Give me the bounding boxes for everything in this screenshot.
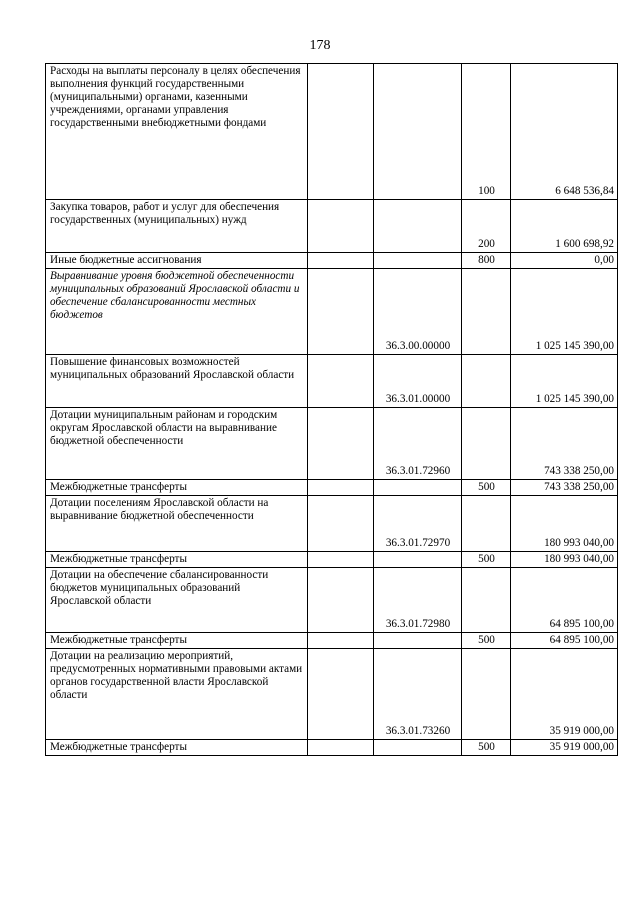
row-amount-cell: 743 338 250,00	[511, 480, 618, 496]
row-type-cell: 500	[462, 740, 511, 756]
row-name-cell: Межбюджетные трансферты	[46, 552, 308, 568]
row-name-cell: Дотации на обеспечение сбалансированности бюджетов муниципальных образований Ярославской области	[46, 568, 308, 633]
row-name-cell: Иные бюджетные ассигнования	[46, 253, 308, 269]
row-amount-cell: 1 600 698,92	[511, 200, 618, 253]
row-blank-cell	[308, 355, 374, 408]
row-type-cell	[462, 496, 511, 552]
page-number: 178	[309, 38, 331, 53]
row-amount-cell: 64 895 100,00	[511, 568, 618, 633]
row-amount-cell: 180 993 040,00	[511, 496, 618, 552]
row-name-cell: Дотации муниципальным районам и городским округам Ярославской области на выравнивание бюджетной обеспеченности	[46, 408, 308, 480]
row-blank-cell	[308, 552, 374, 568]
row-name-cell: Межбюджетные трансферты	[46, 480, 308, 496]
row-amount-cell: 35 919 000,00	[511, 649, 618, 740]
row-type-cell: 500	[462, 633, 511, 649]
row-type-cell	[462, 568, 511, 633]
table-row	[46, 649, 618, 740]
row-amount-cell: 180 993 040,00	[511, 552, 618, 568]
row-code-cell: 36.3.01.72980	[374, 568, 462, 633]
row-code-cell: 36.3.01.00000	[374, 355, 462, 408]
row-blank-cell	[308, 480, 374, 496]
row-code-cell: 36.3.01.73260	[374, 649, 462, 740]
table-row	[46, 568, 618, 633]
row-blank-cell	[308, 633, 374, 649]
row-code-cell: 36.3.00.00000	[374, 269, 462, 355]
row-amount-cell: 1 025 145 390,00	[511, 355, 618, 408]
row-name-cell: Межбюджетные трансферты	[46, 740, 308, 756]
table-row	[46, 552, 618, 568]
row-blank-cell	[308, 64, 374, 200]
row-code-cell: 36.3.01.72960	[374, 408, 462, 480]
row-type-cell: 200	[462, 200, 511, 253]
budget-table-body	[46, 64, 618, 756]
row-amount-cell: 1 025 145 390,00	[511, 269, 618, 355]
row-code-cell	[374, 633, 462, 649]
row-blank-cell	[308, 253, 374, 269]
row-code-cell	[374, 552, 462, 568]
table-row	[46, 200, 618, 253]
row-amount-cell: 0,00	[511, 253, 618, 269]
row-type-cell: 100	[462, 64, 511, 200]
row-type-cell: 800	[462, 253, 511, 269]
row-amount-cell: 64 895 100,00	[511, 633, 618, 649]
row-code-cell	[374, 740, 462, 756]
row-name-cell: Межбюджетные трансферты	[46, 633, 308, 649]
row-name-cell: Дотации на реализацию мероприятий, предусмотренных нормативными правовыми актами органов государственной власти Ярославской области	[46, 649, 308, 740]
row-name-cell: Повышение финансовых возможностей муниципальных образований Ярославской области	[46, 355, 308, 408]
table-row	[46, 480, 618, 496]
row-amount-cell: 743 338 250,00	[511, 408, 618, 480]
table-row	[46, 253, 618, 269]
row-blank-cell	[308, 408, 374, 480]
table-row	[46, 496, 618, 552]
row-code-cell	[374, 200, 462, 253]
row-type-cell	[462, 649, 511, 740]
row-blank-cell	[308, 568, 374, 633]
row-blank-cell	[308, 269, 374, 355]
row-type-cell	[462, 408, 511, 480]
row-code-cell	[374, 480, 462, 496]
table-row	[46, 64, 618, 200]
row-type-cell	[462, 269, 511, 355]
table-row	[46, 355, 618, 408]
row-code-cell: 36.3.01.72970	[374, 496, 462, 552]
row-type-cell: 500	[462, 552, 511, 568]
table-row	[46, 408, 618, 480]
row-blank-cell	[308, 740, 374, 756]
row-blank-cell	[308, 200, 374, 253]
table-row	[46, 740, 618, 756]
table-row	[46, 633, 618, 649]
table-row	[46, 269, 618, 355]
row-blank-cell	[308, 496, 374, 552]
row-name-cell: Выравнивание уровня бюджетной обеспеченности муниципальных образований Ярославской области и обеспечение сбалансированности местных бюджетов	[46, 269, 308, 355]
row-name-cell: Дотации поселениям Ярославской области на выравнивание бюджетной обеспеченности	[46, 496, 308, 552]
row-amount-cell: 6 648 536,84	[511, 64, 618, 200]
row-amount-cell: 35 919 000,00	[511, 740, 618, 756]
row-code-cell	[374, 64, 462, 200]
row-name-cell: Расходы на выплаты персоналу в целях обеспечения выполнения функций государственными (муниципальными) органами, казенными учреждениями, органами управления государственными внебюджетными фондами	[46, 64, 308, 200]
budget-table	[45, 63, 618, 756]
row-type-cell: 500	[462, 480, 511, 496]
row-type-cell	[462, 355, 511, 408]
row-name-cell: Закупка товаров, работ и услуг для обеспечения государственных (муниципальных) нужд	[46, 200, 308, 253]
row-blank-cell	[308, 649, 374, 740]
row-code-cell	[374, 253, 462, 269]
